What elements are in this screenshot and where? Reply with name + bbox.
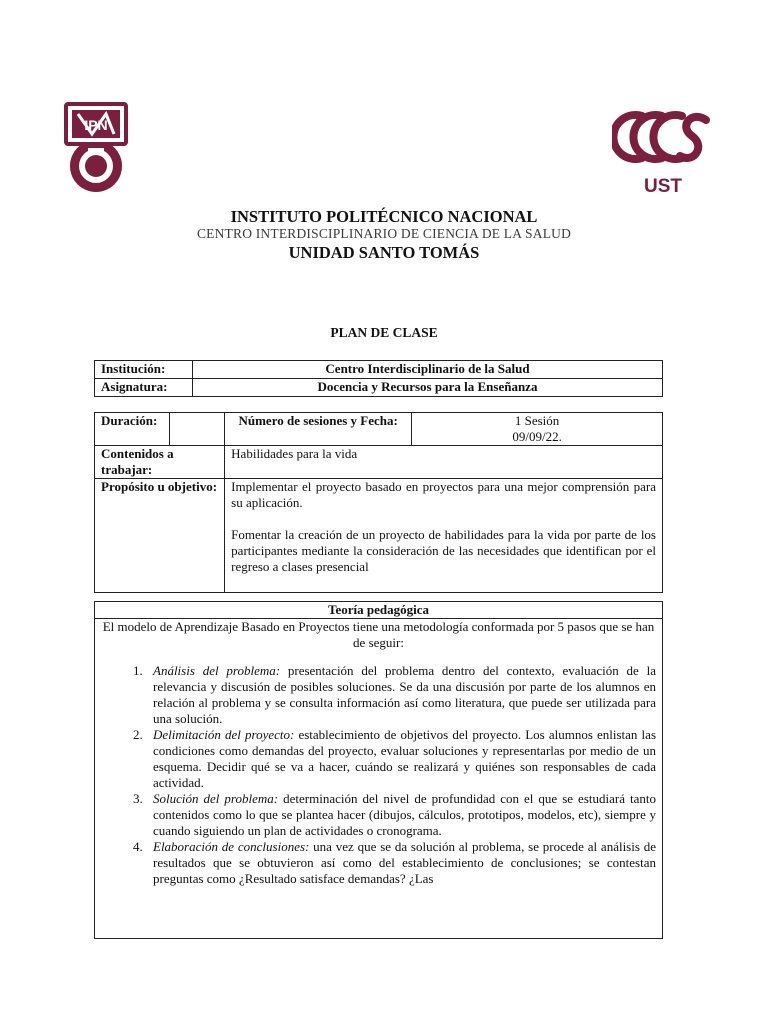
list-item: [146, 727, 656, 791]
teoria-table: [94, 601, 663, 939]
sesiones-date: 09/09/22.: [512, 429, 562, 444]
step-text: presentación del problema dentro del contexto, evaluación de la relevancia y discusión de posibles soluciones. Se da una discusión por parte de los alumnos en relación al problema y se consulta información así como literatura, que puede ser utilizada para una solución.: [153, 663, 657, 726]
ust-logo-icon: [612, 100, 714, 198]
plan-title: PLAN DE CLASE: [330, 325, 438, 340]
step-term: Elaboración de conclusiones:: [153, 839, 310, 854]
step-term: Solución del problema:: [153, 791, 279, 806]
proposito-paragraph-2: Fomentar la creación de un proyecto de habilidades para la vida por parte de los participantes mediante la consideración de las necesidades que identifican por el regreso a clases presencial: [231, 527, 656, 574]
unit-name: UNIDAD SANTO TOMÁS: [288, 243, 480, 262]
teoria-body: [95, 619, 663, 939]
sesiones-label: Número de sesiones y Fecha:: [225, 413, 412, 446]
center-name: CENTRO INTERDISCIPLINARIO DE CIENCIA DE LA SALUD: [196, 226, 572, 241]
duracion-value: [170, 413, 225, 446]
asignatura-value: Docencia y Recursos para la Enseñanza: [193, 379, 663, 397]
list-item: [146, 663, 656, 727]
sesiones-value: [412, 413, 663, 446]
ipn-logo-icon: [58, 96, 134, 196]
list-item: [146, 791, 656, 839]
institution-table: [94, 360, 663, 397]
list-item: [146, 839, 656, 887]
step-text: determinación del nivel de profundidad con el que se estudiará tanto contenidos como lo que se plantea hacer (dibujos, cálculos, prototipos, modelos, etc), siempre y cuando siguiendo un plan de actividades o cronograma.: [153, 791, 656, 838]
step-term: Delimitación del proyecto:: [153, 727, 295, 742]
step-text: una vez que se da solución al problema, se procede al análisis de resultados que se obtuvieron así como del establecimiento de conclusiones; se contestan preguntas como ¿Resultado satisface demandas? ¿Las: [153, 839, 656, 886]
session-table: [94, 412, 663, 593]
contenidos-value: Habilidades para la vida: [225, 446, 663, 479]
duracion-label: Duración:: [95, 413, 170, 446]
teoria-intro: El modelo de Aprendizaje Basado en Proyectos tiene una metodología conformada por 5 pasos que se han de seguir:: [102, 619, 655, 650]
asignatura-label: Asignatura:: [95, 379, 193, 397]
proposito-value: [225, 479, 663, 593]
svg-text:IPN: IPN: [84, 117, 108, 133]
proposito-paragraph-1: Implementar el proyecto basado en proyectos para una mejor comprensión para su aplicación.: [231, 479, 656, 510]
institucion-label: Institución:: [95, 361, 193, 379]
institute-name: INSTITUTO POLITÉCNICO NACIONAL: [230, 207, 538, 226]
contenidos-label: Contenidos a trabajar:: [95, 446, 225, 479]
sesiones-count: 1 Sesión: [514, 413, 560, 428]
teoria-steps-list: [101, 663, 656, 887]
step-term: Análisis del problema:: [153, 663, 281, 678]
proposito-label: Propósito u objetivo:: [95, 479, 225, 593]
svg-text:UST: UST: [644, 176, 682, 197]
teoria-title: Teoría pedagógica: [95, 602, 663, 619]
institucion-value: Centro Interdisciplinario de la Salud: [193, 361, 663, 379]
step-text: establecimiento de objetivos del proyecto. Los alumnos enlistan las condiciones como demandas del proyecto, evaluar soluciones y representarlas por medio de un esquema. Decidir qué se va a hacer, cuándo se realizará y quiénes son responsables de cada actividad.: [153, 727, 656, 790]
